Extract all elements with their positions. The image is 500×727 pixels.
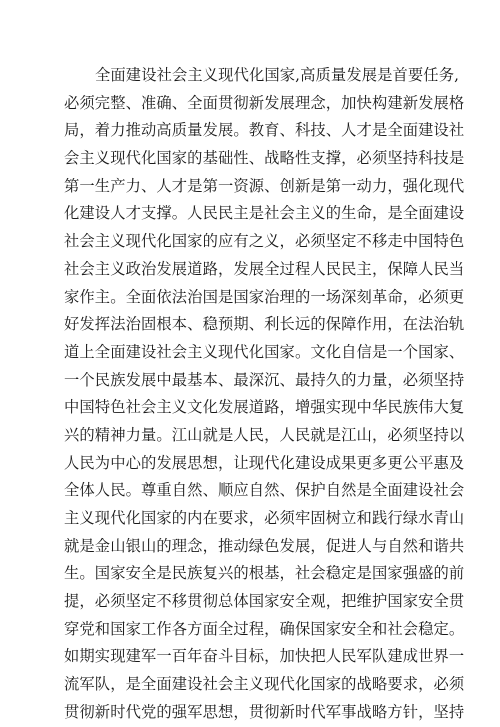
text-line: 穿党和国家工作各方面全过程，确保国家安全和社会稳定。 xyxy=(64,619,465,638)
text-line: 提，必须坚定不移贯彻总体国家安全观，把维护国家安全贯 xyxy=(64,592,465,611)
text-line: 一个民族发展中最基本、最深沉、最持久的力量，必须坚持 xyxy=(64,370,465,389)
text-line: 贯彻新时代党的强军思想，贯彻新时代军事战略方针，坚持 xyxy=(64,702,465,721)
text-line: 好发挥法治固根本、稳预期、利长远的保障作用，在法治轨 xyxy=(64,315,465,334)
text-line: 局，着力推动高质量发展。教育、科技、人才是全面建设社 xyxy=(64,121,465,140)
body-paragraph xyxy=(64,62,465,727)
text-line: 必须完整、准确、全面贯彻新发展理念，加快构建新发展格 xyxy=(64,93,465,112)
text-line: 流军队，是全面建设社会主义现代化国家的战略要求，必须 xyxy=(64,675,465,694)
text-line: 化建设人才支撑。人民民主是社会主义的生命，是全面建设 xyxy=(64,204,465,223)
text-line: 第一生产力、人才是第一资源、创新是第一动力，强化现代 xyxy=(64,176,465,195)
text-line: 如期实现建军一百年奋斗目标，加快把人民军队建成世界一 xyxy=(64,647,465,666)
text-line: 人民为中心的发展思想，让现代化建设成果更多更公平惠及 xyxy=(64,453,465,472)
text-line: 就是金山银山的理念，推动绿色发展，促进人与自然和谐共 xyxy=(64,536,465,555)
text-line: 生。国家安全是民族复兴的根基，社会稳定是国家强盛的前 xyxy=(64,564,465,583)
text-line: 全体人民。尊重自然、顺应自然、保护自然是全面建设社会 xyxy=(64,481,465,500)
text-line: 兴的精神力量。江山就是人民，人民就是江山，必须坚持以 xyxy=(64,425,465,444)
text-line: 道上全面建设社会主义现代化国家。文化自信是一个国家、 xyxy=(64,342,465,361)
text-line: 全面建设社会主义现代化国家,高质量发展是首要任务, xyxy=(95,66,460,84)
text-line: 家作主。全面依法治国是国家治理的一场深刻革命，必须更 xyxy=(64,287,465,306)
text-line: 社会主义现代化国家的应有之义，必须坚定不移走中国特色 xyxy=(64,232,465,251)
text-line: 中国特色社会主义文化发展道路，增强实现中华民族伟大复 xyxy=(64,398,465,417)
text-line: 会主义现代化国家的基础性、战略性支撑，必须坚持科技是 xyxy=(64,149,465,168)
text-line: 主义现代化国家的内在要求，必须牢固树立和践行绿水青山 xyxy=(64,509,465,527)
text-line: 社会主义政治发展道路，发展全过程人民民主，保障人民当 xyxy=(64,259,465,278)
